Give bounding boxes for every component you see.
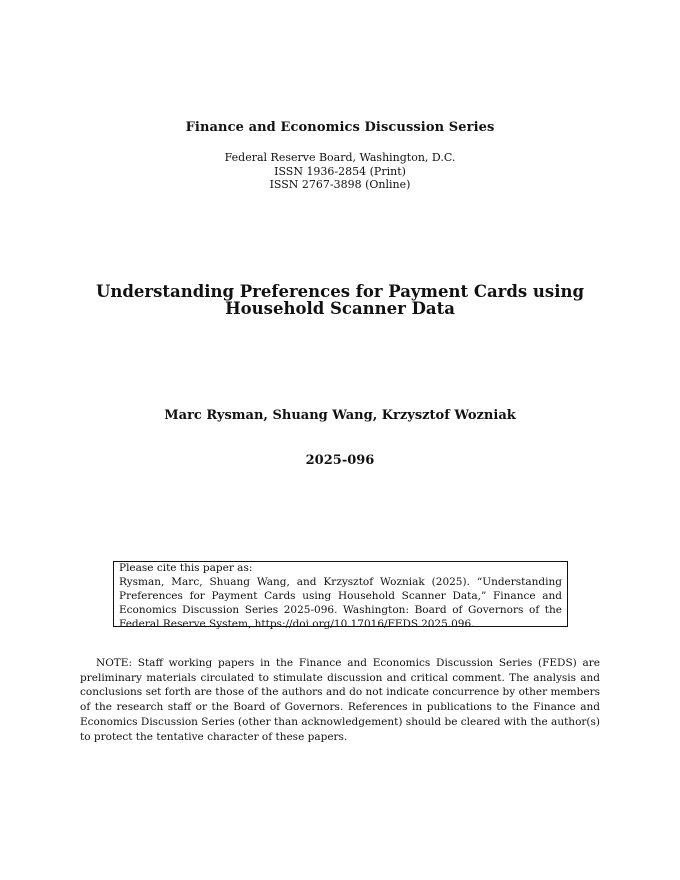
citation-text: Rysman, Marc, Shuang Wang, and Krzysztof Wozniak (2025). “Understanding Preferences for Payment Cards using Household Scanner Data,” Finance and Economics Discussion Series 2025-096. Washington: Board of Governors of the Federal Reserve System, https://doi.org/10.17016/FEDS.2025.096. xyxy=(119,576,562,630)
paper-title: Understanding Preferences for Payment Cards using Household Scanner Data xyxy=(95,282,585,318)
paper-authors: Marc Rysman, Shuang Wang, Krzysztof Wozniak xyxy=(164,408,516,423)
series-title: Finance and Economics Discussion Series xyxy=(185,120,495,135)
paper-number: 2025-096 xyxy=(305,453,375,468)
publisher-info xyxy=(0,151,680,192)
publisher-location: Federal Reserve Board, Washington, D.C. xyxy=(224,151,456,164)
disclaimer-note: NOTE: Staff working papers in the Finance and Economics Discussion Series (FEDS) are preliminary materials circulated to stimulate discussion and critical comment. The analysis and conclusions set forth are those of the authors and do not indicate concurrence by other members of the research staff or the Board of Governors. References in publications to the Finance and Economics Discussion Series (other than acknowledgement) should be cleared with the author(s) to protect the tentative character of these papers. xyxy=(80,657,600,743)
citation-heading: Please cite this paper as: xyxy=(119,562,253,574)
issn-online: ISSN 2767-3898 (Online) xyxy=(269,178,411,191)
issn-print: ISSN 1936-2854 (Print) xyxy=(274,164,406,178)
citation-box xyxy=(113,561,568,630)
